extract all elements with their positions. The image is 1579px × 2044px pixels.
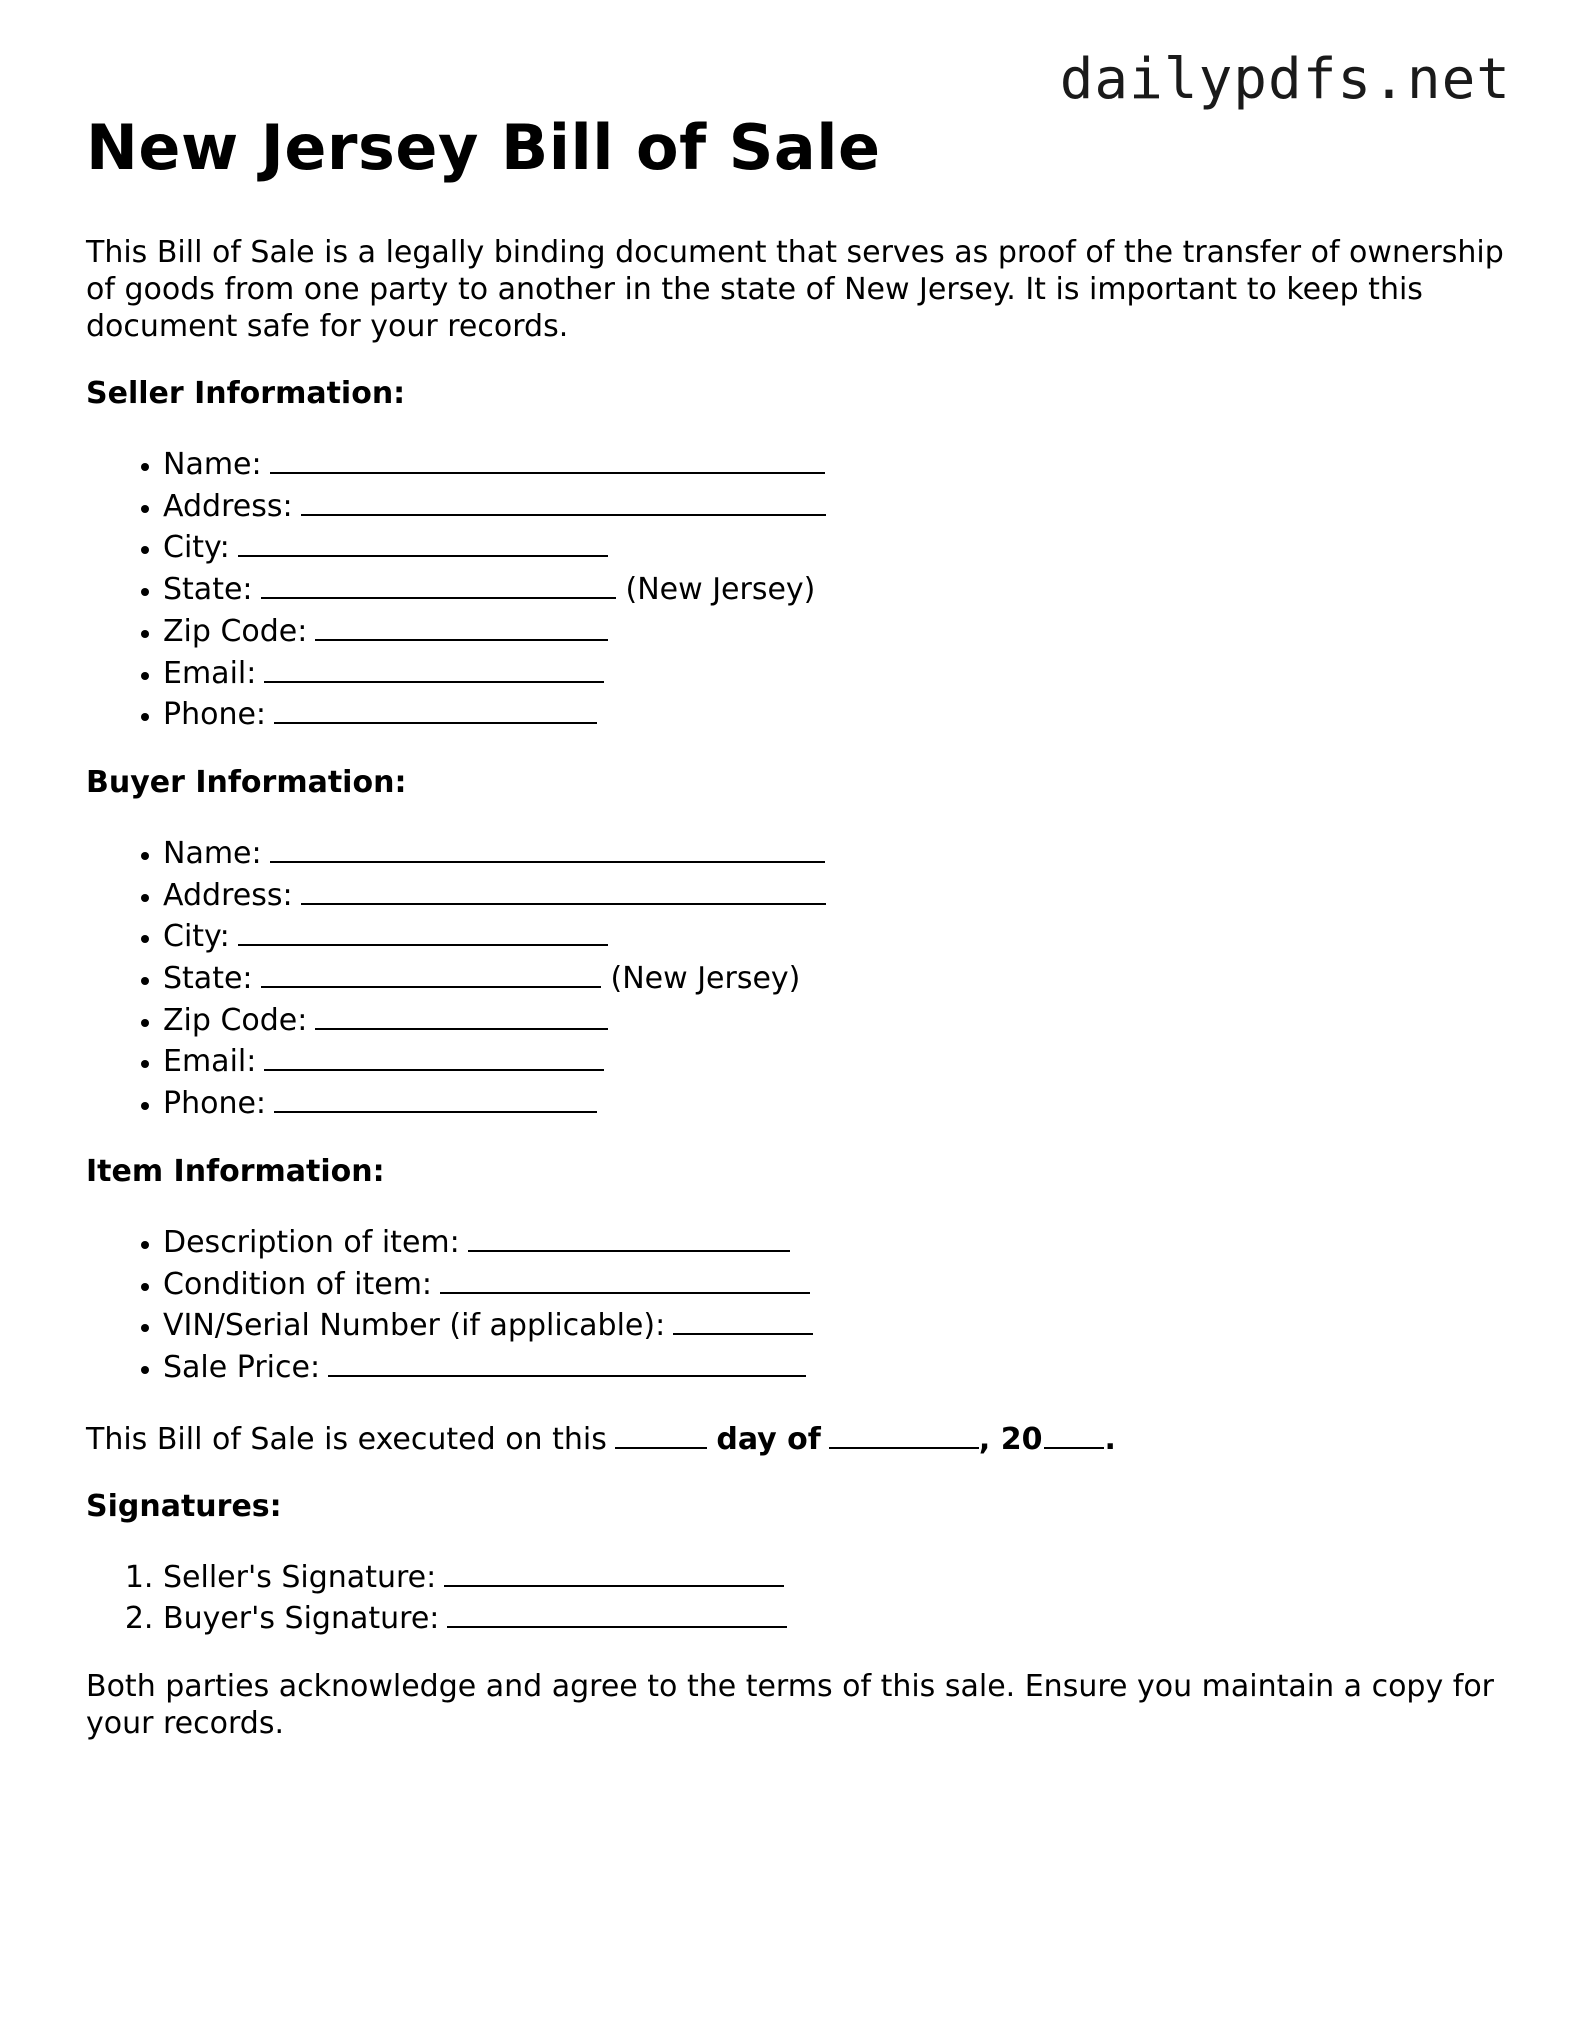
seller-state-field[interactable] bbox=[261, 567, 616, 599]
seller-phone-label: Phone: bbox=[163, 697, 267, 733]
seller-city-label: City: bbox=[163, 530, 230, 566]
document-page bbox=[86, 108, 1506, 1742]
item-price-item bbox=[163, 1345, 1506, 1387]
item-heading: Item Information: bbox=[86, 1153, 385, 1189]
item-vin-field[interactable] bbox=[673, 1303, 813, 1335]
seller-signature-item bbox=[163, 1555, 1506, 1597]
seller-state-item bbox=[163, 567, 1506, 609]
buyer-heading: Buyer Information: bbox=[86, 764, 407, 800]
seller-address-item bbox=[163, 484, 1506, 526]
execution-prefix: This Bill of Sale is executed on this bbox=[86, 1421, 607, 1457]
item-condition-label: Condition of item: bbox=[163, 1266, 433, 1302]
seller-email-item bbox=[163, 651, 1506, 693]
buyer-phone-field[interactable] bbox=[274, 1081, 597, 1113]
intro-paragraph: This Bill of Sale is a legally binding document that serves as proof of the transfer of ownership of goods from one party to another in the state of New Jersey. It is important to keep this document safe for your records. bbox=[86, 235, 1504, 344]
buyer-signature-label: Buyer's Signature: bbox=[163, 1601, 440, 1637]
buyer-city-label: City: bbox=[163, 919, 230, 955]
item-condition-item bbox=[163, 1262, 1506, 1304]
buyer-address-item bbox=[163, 873, 1506, 915]
buyer-city-item bbox=[163, 914, 1506, 956]
execution-year-prefix: , 20 bbox=[978, 1421, 1043, 1457]
page-title: New Jersey Bill of Sale bbox=[86, 111, 881, 184]
seller-email-field[interactable] bbox=[264, 651, 604, 683]
seller-city-item bbox=[163, 525, 1506, 567]
seller-zip-item bbox=[163, 609, 1506, 651]
execution-year-field[interactable] bbox=[1044, 1417, 1104, 1449]
buyer-name-field[interactable] bbox=[270, 831, 825, 863]
seller-name-item bbox=[163, 442, 1506, 484]
buyer-state-item bbox=[163, 956, 1506, 998]
seller-email-label: Email: bbox=[163, 655, 257, 691]
item-description-item bbox=[163, 1220, 1506, 1262]
item-description-label: Description of item: bbox=[163, 1224, 460, 1260]
seller-heading: Seller Information: bbox=[86, 376, 406, 411]
seller-address-field[interactable] bbox=[301, 484, 826, 516]
seller-fields bbox=[86, 442, 1506, 734]
seller-phone-item bbox=[163, 692, 1506, 734]
buyer-state-note: (New Jersey) bbox=[610, 961, 801, 997]
buyer-address-field[interactable] bbox=[301, 873, 826, 905]
buyer-signature-field[interactable] bbox=[447, 1596, 787, 1628]
item-fields bbox=[86, 1220, 1506, 1387]
item-vin-item bbox=[163, 1303, 1506, 1345]
execution-end: . bbox=[1104, 1421, 1116, 1457]
buyer-fields bbox=[86, 831, 1506, 1123]
buyer-zip-label: Zip Code: bbox=[163, 1002, 308, 1038]
seller-signature-label: Seller's Signature: bbox=[163, 1559, 437, 1595]
item-price-label: Sale Price: bbox=[163, 1349, 321, 1385]
seller-zip-field[interactable] bbox=[315, 609, 608, 641]
seller-address-label: Address: bbox=[163, 488, 293, 524]
buyer-zip-field[interactable] bbox=[315, 998, 608, 1030]
seller-city-field[interactable] bbox=[238, 525, 608, 557]
item-price-field[interactable] bbox=[328, 1345, 806, 1377]
buyer-zip-item bbox=[163, 998, 1506, 1040]
execution-day-of: day of bbox=[716, 1421, 821, 1457]
buyer-email-item bbox=[163, 1039, 1506, 1081]
closing-paragraph: Both parties acknowledge and agree to the terms of this sale. Ensure you maintain a copy for your records. bbox=[86, 1669, 1495, 1742]
seller-name-label: Name: bbox=[163, 447, 262, 482]
buyer-email-field[interactable] bbox=[264, 1039, 604, 1071]
item-description-field[interactable] bbox=[468, 1220, 790, 1252]
signatures-heading: Signatures: bbox=[86, 1488, 282, 1524]
execution-line bbox=[86, 1417, 1506, 1458]
execution-day-field[interactable] bbox=[615, 1417, 707, 1449]
item-vin-label: VIN/Serial Number (if applicable): bbox=[163, 1308, 666, 1344]
item-condition-field[interactable] bbox=[440, 1262, 810, 1294]
buyer-phone-label: Phone: bbox=[163, 1086, 267, 1122]
buyer-name-label: Name: bbox=[163, 835, 262, 871]
seller-name-field[interactable] bbox=[270, 442, 825, 474]
watermark: dailypdfs.net bbox=[1059, 47, 1511, 112]
buyer-city-field[interactable] bbox=[238, 914, 608, 946]
seller-zip-label: Zip Code: bbox=[163, 613, 308, 649]
buyer-name-item bbox=[163, 831, 1506, 873]
buyer-state-field[interactable] bbox=[261, 956, 601, 988]
seller-state-label: State: bbox=[163, 572, 253, 608]
buyer-email-label: Email: bbox=[163, 1044, 257, 1080]
buyer-state-label: State: bbox=[163, 961, 253, 997]
seller-phone-field[interactable] bbox=[274, 692, 597, 724]
buyer-address-label: Address: bbox=[163, 877, 293, 913]
buyer-phone-item bbox=[163, 1081, 1506, 1123]
seller-state-note: (New Jersey) bbox=[625, 572, 816, 608]
signatures-list bbox=[86, 1555, 1506, 1638]
buyer-signature-item bbox=[163, 1596, 1506, 1638]
seller-signature-field[interactable] bbox=[444, 1555, 784, 1587]
execution-month-field[interactable] bbox=[829, 1417, 979, 1449]
